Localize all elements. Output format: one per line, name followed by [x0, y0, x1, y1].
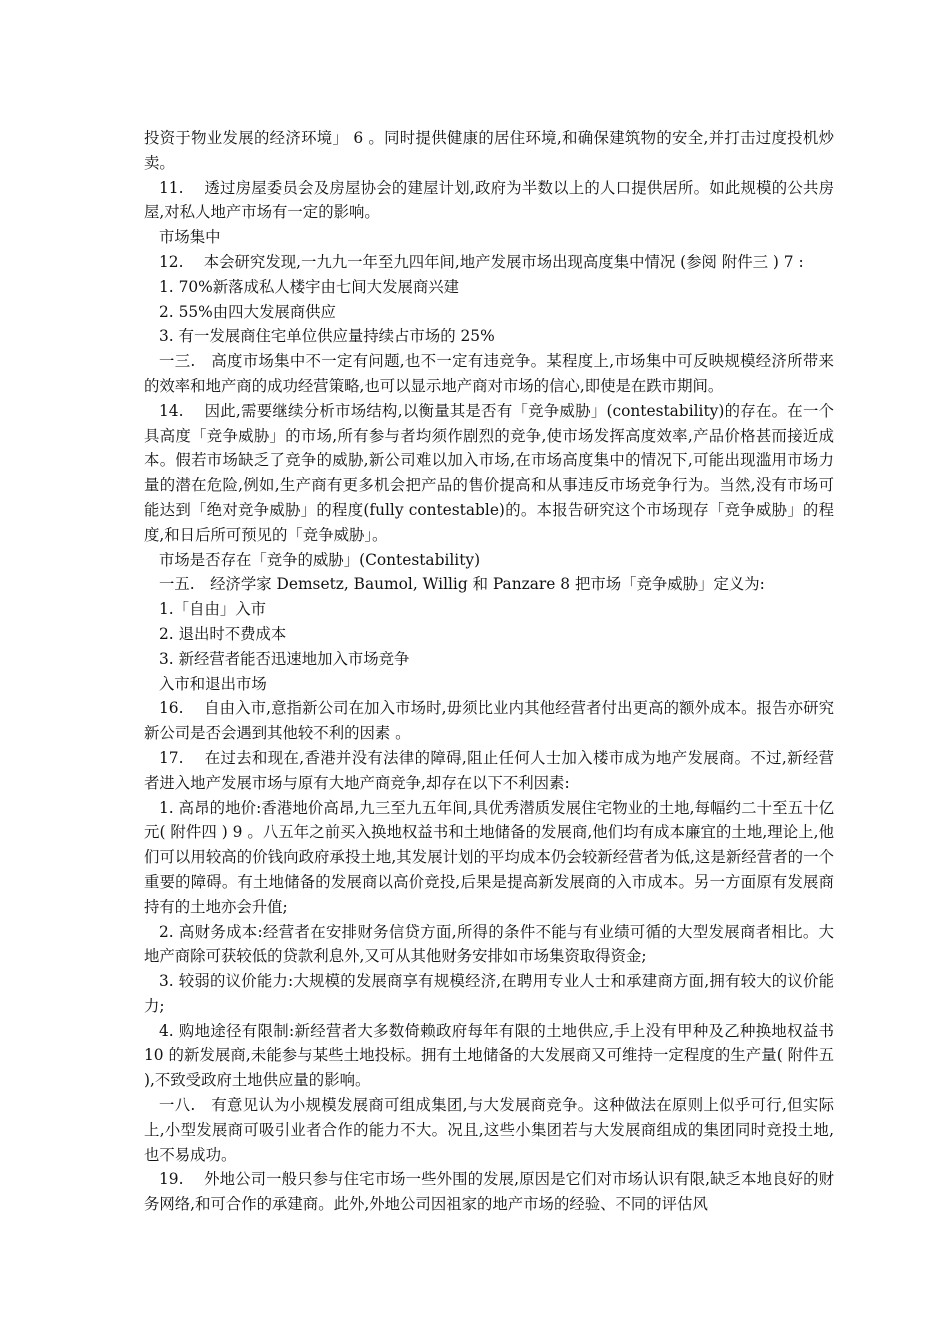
section-heading-market-concentration: 市场集中	[159, 228, 221, 247]
list-item: 3. 新经营者能否迅速地加入市场竞争	[159, 649, 410, 668]
paragraph-17: 17. 在过去和现在,香港并没有法律的障碍,阻止任何人士加入楼市成为地产发展商。不过,新经营者进入地产发展市场与原有大地产商竞争,却存在以下不利因素:	[144, 748, 834, 792]
document-page	[144, 126, 834, 1217]
list-item: 3. 有一发展商住宅单位供应量持续占市场的 25%	[159, 327, 495, 346]
paragraph-19: 19. 外地公司一般只参与住宅市场一些外围的发展,原因是它们对市场认识有限,缺乏本地良好的财务网络,和可合作的承建商。此外,外地公司因祖家的地产市场的经验、不同的评估风	[144, 1170, 834, 1214]
list-item-land-price: 1. 高昂的地价:香港地价高昂,九三至九五年间,具优秀潜质发展住宅物业的土地,每幅约二十至五十亿元( 附件四 ) 9 。八五年之前买入换地权益书和土地储备的发展商,他们均有成本廉宜的土地,理论上,他们可以用较高的价钱向政府承投土地,其发展计划的平均成本仍会较新经营者为低,这是新经营者的一个重要的障碍。有土地储备的发展商以高价竞投,后果是提高新发展商的入市成本。另一方面原有发展商持有的土地亦会升值;	[144, 798, 834, 916]
list-item: 1. 70%新落成私人楼宇由七间大发展商兴建	[159, 277, 460, 296]
list-item: 1.「自由」入市	[159, 600, 267, 619]
list-item-finance-cost: 2. 高财务成本:经营者在安排财务信贷方面,所得的条件不能与有业绩可循的大型发展商者相比。大地产商除可获较低的贷款利息外,又可从其他财务安排如市场集资取得资金;	[144, 922, 834, 966]
list-item: 2. 55%由四大发展商供应	[159, 302, 336, 321]
paragraph-14: 14. 因此,需要继续分析市场结构,以衡量其是否有「竞争威胁」(contestability)的存在。在一个具高度「竞争威胁」的市场,所有参与者均须作剧烈的竞争,使市场发挥高度效率,产品价格甚而接近成本。假若市场缺乏了竞争的威胁,新公司难以加入市场,在市场高度集中的情况下,可能出现滥用市场力量的潜在危险,例如,生产商有更多机会把产品的售价提高和从事违反市场竞争行为。当然,没有市场可能达到「绝对竞争威胁」的程度(fully contestable)的。本报告研究这个市场现存「竞争威胁」的程度,和日后所可预见的「竞争威胁」。	[144, 401, 834, 544]
section-heading-entry-exit: 入市和退出市场	[159, 674, 267, 693]
paragraph-18: 一八. 有意见认为小规模发展商可组成集团,与大发展商竞争。这种做法在原则上似乎可行,但实际上,小型发展商可吸引业者合作的能力不大。况且,这些小集团若与大发展商组成的集团同时竞投土地,也不易成功。	[144, 1096, 834, 1164]
list-item-bargaining-power: 3. 较弱的议价能力:大规模的发展商享有规模经济,在聘用专业人士和承建商方面,拥有较大的议价能力;	[144, 972, 834, 1015]
paragraph-13: 一三. 高度市场集中不一定有问题,也不一定有违竞争。某程度上,市场集中可反映规模经济所带来的效率和地产商的成功经营策略,也可以显示地产商对市场的信心,即使是在跌市期间。	[144, 352, 834, 395]
section-heading-contestability: 市场是否存在「竞争的威胁」(Contestability)	[159, 550, 481, 569]
list-item-land-access: 4. 购地途径有限制:新经营者大多数倚赖政府每年有限的土地供应,手上没有甲种及乙种换地权益书 10 的新发展商,未能参与某些土地投标。拥有土地储备的大发展商又可维持一定程度的生产量( 附件五 ),不致受政府土地供应量的影响。	[144, 1021, 834, 1090]
list-item: 2. 退出时不费成本	[159, 624, 287, 643]
paragraph-15: 一五. 经济学家 Demsetz, Baumol, Willig 和 Panzare 8 把市场「竞争威胁」定义为:	[159, 575, 765, 594]
paragraph-16: 16. 自由入市,意指新公司在加入市场时,毋须比业内其他经营者付出更高的额外成本。报告亦研究新公司是否会遇到其他较不利的因素 。	[144, 699, 834, 743]
paragraph-11: 11. 透过房屋委员会及房屋协会的建屋计划,政府为半数以上的人口提供居所。如此规模的公共房屋,对私人地产市场有一定的影响。	[144, 178, 834, 222]
paragraph-continued: 投资于物业发展的经济环境」 6 。同时提供健康的居住环境,和确保建筑物的安全,并打击过度投机炒卖。	[144, 129, 834, 172]
paragraph-12: 12. 本会研究发现,一九九一年至九四年间,地产发展市场出现高度集中情况 (参阅 附件三 ) 7 :	[159, 252, 804, 271]
